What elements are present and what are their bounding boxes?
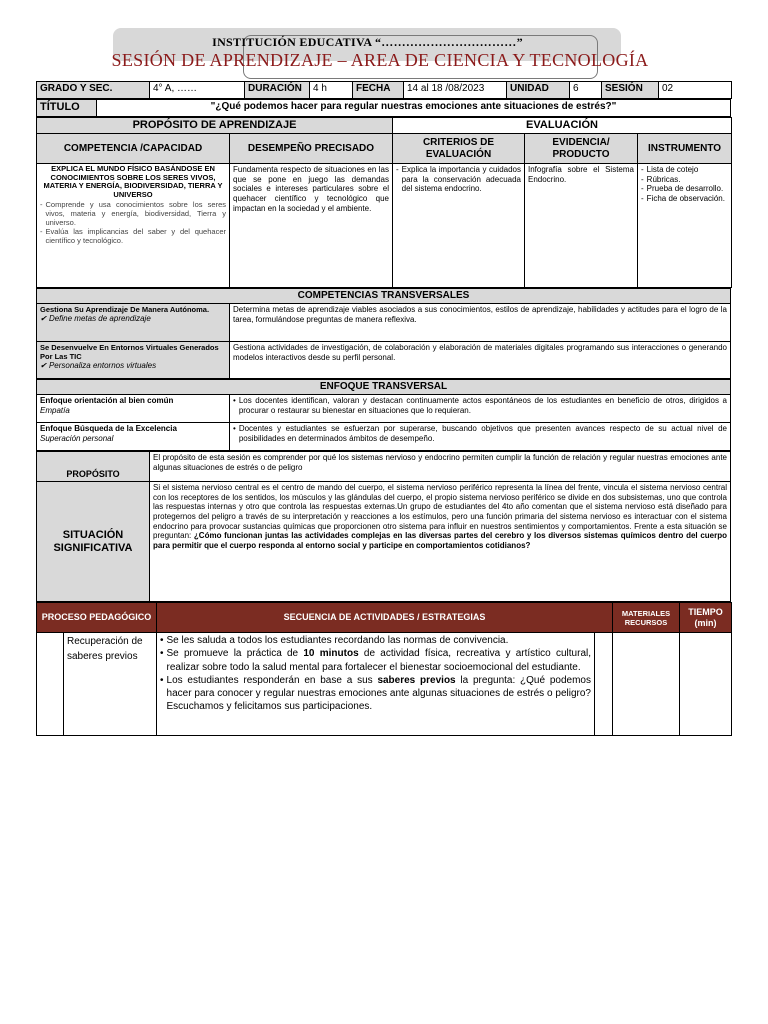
check-icon: ✔ [40, 361, 47, 371]
transversal-2-capacidad: Personaliza entornos virtuales [48, 361, 157, 371]
transversal-2-cell [37, 342, 230, 379]
institution-name: INSTITUCIÓN EDUCATIVA “……………………………” [212, 35, 523, 49]
secuencia-gap [595, 633, 613, 736]
title-label: TÍTULO [37, 100, 97, 117]
col-materiales: MATERIALES RECURSOS [613, 603, 680, 633]
activity-2-a: Se promueve la práctica de [166, 648, 304, 660]
check-icon: ✔ [40, 314, 47, 324]
activity-2-c: de actividad física, recreativa y artístico cultural, realizar sobre todo la salud mental para fortalecer el bienestar socioemocional del estudiante. [166, 648, 592, 673]
instrumento-3: Prueba de desarrollo. [646, 184, 724, 194]
transversales-header: COMPETENCIAS TRANSVERSALES [37, 289, 731, 304]
enfoque-1-cell [37, 395, 230, 423]
instrumento-cell: - Lista de cotejo - Rúbricas. - Prueba de desarrollo. - Ficha de observación. [638, 164, 732, 288]
grade-label: GRADO Y SEC. [37, 82, 150, 99]
transversal-1-competencia: Gestiona Su Aprendizaje De Manera Autónoma. [40, 305, 210, 315]
enfoque-2-cell [37, 423, 230, 451]
info-table [36, 81, 732, 99]
session-title: SESIÓN DE APRENDIZAJE – AREA DE CIENCIA Y TECNOLOGÍA [111, 50, 649, 70]
evidencia-cell: Infografía sobre el Sistema Endocrino. [525, 164, 638, 288]
criterio-text: Explica la importancia y cuidados para la conservación adecuada del sistema endocrino. [401, 165, 521, 194]
transversal-2-descripcion: Gestiona actividades de investigación, de colaboración y elaboración de materiales digitales programando sus interacciones o generando modelos interactivos desde su perfil personal. [230, 342, 731, 379]
date-value: 14 al 18 /08/2023 [404, 82, 507, 99]
purpose-header: PROPÓSITO DE APRENDIZAJE [37, 118, 393, 134]
situacion-text: Si el sistema nervioso central es el centro de mando del cuerpo, el sistema nervioso periférico representa la línea del frente, vincula el sistema nervioso central con los receptores de los sentidos, los músculos y las glándulas del cuerpo, el propio sistema nervioso periférico se divide en dos subsistemas, uno que controla las respuestas internas y otro que controla las respuestas externas.Un grupo de estudiantes del 4to año comentan que el sistema nervioso está diseñado para protegernos del peligro a través de su interpretación y reacciones a los estímulos, pero una función primaria del sistema nervioso es interactuar con el sistema endocrino para provocar sustancias químicas que proporcionen otro sistema para influir en nuestros sentimientos y comportamientos. Frente a esta situación se preguntan: [153, 483, 727, 541]
instrumento-1: Lista de cotejo [646, 165, 699, 175]
purpose-table [36, 117, 732, 288]
activity-2 [167, 647, 591, 673]
duration-label: DURACIÓN [245, 82, 310, 99]
enfoque-header: ENFOQUE TRANSVERSAL [37, 380, 731, 395]
situacion-label: SITUACIÓN SIGNIFICATIVA [37, 482, 150, 602]
col-tiempo: TIEMPO (min) [680, 603, 732, 633]
unit-value: 6 [570, 82, 602, 99]
enfoque-2-desc-cell: • Docentes y estudiantes se esfuerzan por superarse, buscando objetivos que presenten avances respecto de su actual nivel de posibilidades en determinados ámbitos de desempeño. [230, 423, 731, 451]
activity-2-b: 10 minutos [303, 648, 359, 660]
enfoque-2-name: Enfoque Búsqueda de la Excelencia [40, 424, 177, 434]
activity-3-b: saberes previos [377, 674, 456, 686]
enfoque-1-valor: Empatía [40, 405, 70, 415]
activity-1: Se les saluda a todos los estudiantes recordando las normas de convivencia. [166, 635, 509, 647]
session-value: 02 [659, 82, 732, 99]
col-competencia: COMPETENCIA /CAPACIDAD [37, 134, 230, 164]
col-instrumento: INSTRUMENTO [638, 134, 732, 164]
col-criterios: CRITERIOS DE EVALUACIÓN [393, 134, 525, 164]
unit-label: UNIDAD [507, 82, 570, 99]
col-desempeno: DESEMPEÑO PRECISADO [230, 134, 393, 164]
secuencia-table [36, 602, 732, 736]
situacion-table [36, 451, 731, 602]
col-proceso: PROCESO PEDAGÓGICO [37, 603, 157, 633]
activities-cell: • Se les saluda a todos los estudiantes recordando las normas de convivencia. • Se promueve la práctica de 10 minutos de actividad física, recreativa y artístico cultural, realizar sobre todo la salud mental para fortalecer el bienestar socioemocional del estudiante. • Los estudiantes responderán en base a sus saberes previos la pregunta: ¿Qué podemos hacer para conocer y regular nuestras emociones ante algunas situaciones de estrés o peligro? Escuchamos y felicitamos sus participaciones. [157, 633, 595, 736]
activity-3-a: Los estudiantes responderán en base a sus [166, 674, 378, 686]
proposito-label: PROPÓSITO [37, 452, 150, 482]
enfoque-1-name: Enfoque orientación al bien común [40, 396, 174, 406]
competencia-cell: EXPLICA EL MUNDO FÍSICO BASÁNDOSE EN CONOCIMIENTOS SOBRE LOS SERES VIVOS, MATERIA Y ENERGÍA, BIODIVERSIDAD, TIERRA Y UNIVERSO - Comprende y usa conocimientos sobre los seres vivos, materia y energía, biodiversidad, Tierra y universo. - Evalúa las implicancias del saber y del quehacer científico y tecnológico. [37, 164, 230, 288]
enfoque-1-desc-cell: • Los docentes identifican, valoran y destacan continuamente actos espontáneos de los estudiantes en beneficio de otros, dirigidos a procurar o restaurar su bienestar en situaciones que lo requieran. [230, 395, 731, 423]
transversales-table [36, 288, 731, 379]
title-value: "¿Qué podemos hacer para regular nuestras emociones ante situaciones de estrés?" [97, 100, 731, 117]
enfoque-2-descripcion: Docentes y estudiantes se esfuerzan por superarse, buscando objetivos que presenten avances respecto de su actual nivel de posibilidades en determinados ámbitos de desempeño. [238, 424, 727, 443]
col-evidencia: EVIDENCIA/ PRODUCTO [525, 134, 638, 164]
transversal-2-competencia: Se Desenvuelve En Entornos Virtuales Generados Por Las TIC [40, 343, 219, 362]
session-label: SESIÓN [602, 82, 659, 99]
situacion-question: ¿Cómo funcionan juntas las actividades complejas en las diversas partes del cerebro y los diversos sistemas químicos dentro del cuerpo para permitir que el cuerpo responda al entorno social y participe en comportamientos cotidianos? [153, 531, 727, 550]
title-table [36, 99, 731, 117]
date-label: FECHA [353, 82, 404, 99]
tiempo-cell [680, 633, 732, 736]
activity-3 [167, 674, 591, 714]
proposito-text: El propósito de esta sesión es comprender por qué los sistemas nervioso y endocrino permiten cumplir la función de relación y regular nuestras emociones ante algunas situaciones de estrés o de peligro [150, 452, 731, 482]
activity-3-c: la pregunta: ¿Qué podemos hacer para conocer y regular nuestras emociones ante algunas situaciones de estrés o peligro? Escuchamos y felicitamos sus participaciones. [166, 674, 591, 713]
capacidad-1: Comprende y usa conocimientos sobre los seres vivos, materia y energía, biodiversidad, Tierra y universo. [45, 199, 226, 227]
capacidad-2: Evalúa las implicancias del saber y del quehacer científico y tecnológico. [45, 226, 226, 245]
criterio-cell: - Explica la importancia y cuidados para la conservación adecuada del sistema endocrino. [393, 164, 525, 288]
secuencia-margin [37, 633, 64, 736]
transversal-1-cell [37, 304, 230, 342]
instrumento-2: Rúbricas. [646, 174, 681, 184]
transversal-1-capacidad: Define metas de aprendizaje [48, 314, 151, 324]
materiales-cell [613, 633, 680, 736]
competencia-title: EXPLICA EL MUNDO FÍSICO BASÁNDOSE EN CONOCIMIENTOS SOBRE LOS SERES VIVOS, MATERIA Y ENERGÍA, BIODIVERSIDAD, TIERRA Y UNIVERSO [43, 164, 223, 200]
duration-value: 4 h [310, 82, 353, 99]
col-secuencia: SECUENCIA DE ACTIVIDADES / ESTRATEGIAS [157, 603, 613, 633]
enfoque-table [36, 379, 731, 451]
situacion-cell [150, 482, 731, 602]
enfoque-2-valor: Superación personal [40, 433, 114, 443]
evaluation-header: EVALUACIÓN [393, 118, 732, 134]
process-name: Recuperación de saberes previos [64, 633, 157, 736]
enfoque-1-descripcion: Los docentes identifican, valoran y destacan continuamente actos espontáneos de los estudiantes en beneficio de otros, dirigidos a procurar o restaurar su bienestar en situaciones que lo requieran. [238, 396, 727, 415]
lesson-plan [36, 81, 731, 736]
grade-value: 4° A, …… [150, 82, 245, 99]
desempeno-cell: Fundamenta respecto de situaciones en las que se pone en juego las demandas sociales e intereses particulares sobre el quehacer científico y tecnológico que impactan en la sociedad y el ambiente. [230, 164, 393, 288]
transversal-1-descripcion: Determina metas de aprendizaje viables asociados a sus conocimientos, estilos de aprendizaje, habilidades y actitudes para el logro de la tarea, formulándose preguntas de manera reflexiva. [230, 304, 731, 342]
instrumento-4: Ficha de observación. [646, 193, 725, 203]
